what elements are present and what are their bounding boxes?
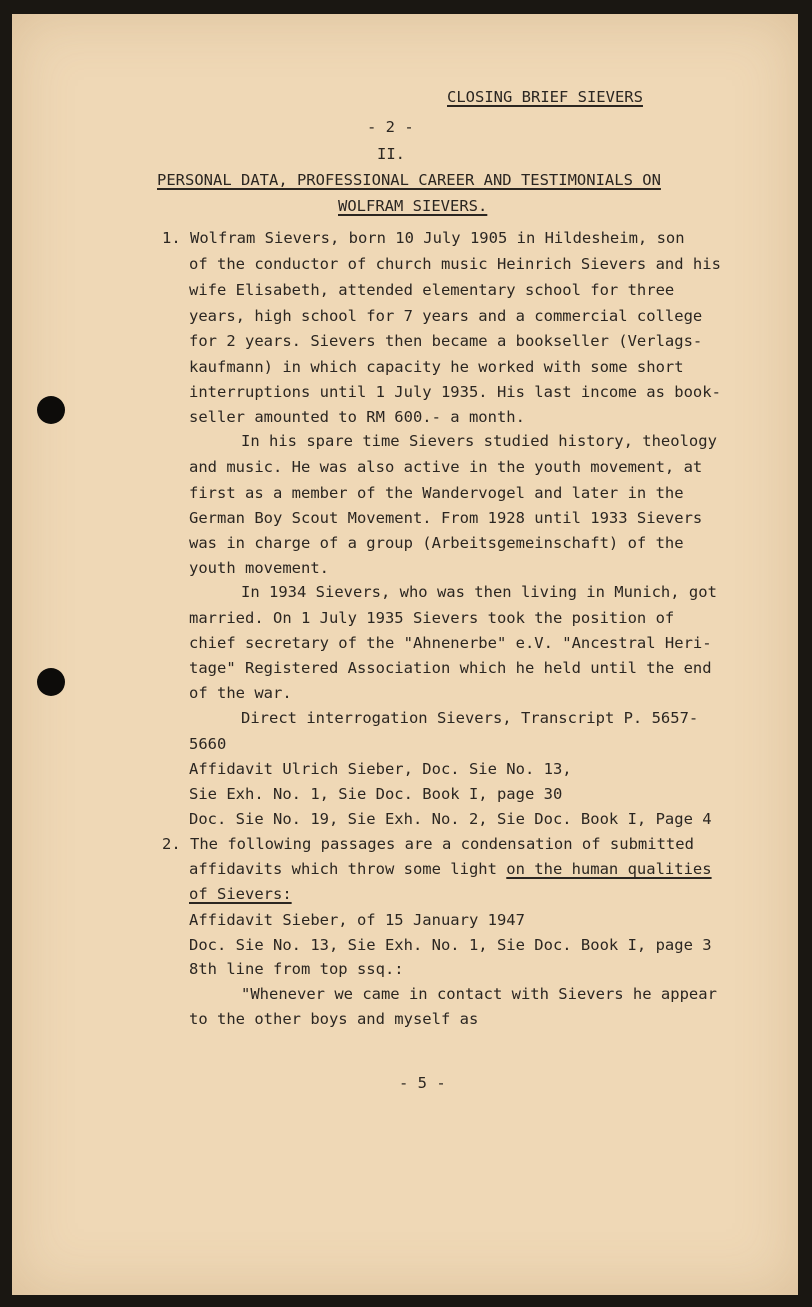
body-line: kaufmann) in which capacity he worked with some short <box>189 358 684 376</box>
body-line: 5660 <box>189 735 227 753</box>
body-line: In 1934 Sievers, who was then living in Munich, got <box>241 583 717 601</box>
body-line: was in charge of a group (Arbeitsgemeinschaft) of the <box>189 534 684 552</box>
citation-line: Doc. Sie No. 13, Sie Exh. No. 1, Sie Doc. Book I, page 3 <box>189 936 712 954</box>
body-line: 1. Wolfram Sievers, born 10 July 1905 in Hildesheim, son <box>162 229 685 247</box>
body-line: first as a member of the Wandervogel and later in the <box>189 484 684 502</box>
section-numeral: II. <box>377 145 405 163</box>
body-line: for 2 years. Sievers then became a bookseller (Verlags- <box>189 332 703 350</box>
section-heading-line-1: PERSONAL DATA, PROFESSIONAL CAREER AND TESTIMONIALS ON <box>157 171 661 189</box>
body-line: German Boy Scout Movement. From 1928 until 1933 Sievers <box>189 509 703 527</box>
body-line: and music. He was also active in the youth movement, at <box>189 458 703 476</box>
citation-line: Doc. Sie No. 19, Sie Exh. No. 2, Sie Doc. Book I, Page 4 <box>189 810 712 828</box>
body-line: tage" Registered Association which he held until the end <box>189 659 712 677</box>
page-number-top: - 2 - <box>367 118 414 136</box>
body-line: wife Elisabeth, attended elementary school for three <box>189 281 675 299</box>
document-title: CLOSING BRIEF SIEVERS <box>447 88 643 106</box>
quote-line: to the other boys and myself as <box>189 1010 479 1028</box>
citation-line: 8th line from top ssq.: <box>189 960 404 978</box>
citation-line: Sie Exh. No. 1, Sie Doc. Book I, page 30 <box>189 785 563 803</box>
underlined-phrase: of Sievers: <box>189 885 292 903</box>
quote-line: "Whenever we came in contact with Sievers he appear <box>241 985 717 1003</box>
citation-line: Affidavit Ulrich Sieber, Doc. Sie No. 13, <box>189 760 572 778</box>
body-line: 2. The following passages are a condensation of submitted <box>162 835 694 853</box>
body-text: affidavits which throw some light <box>189 860 507 878</box>
body-line: chief secretary of the "Ahnenerbe" e.V. "Ancestral Heri- <box>189 634 712 652</box>
body-line: of the conductor of church music Heinrich Sievers and his <box>189 255 721 273</box>
punch-hole-top <box>37 396 65 424</box>
section-heading-line-2: WOLFRAM SIEVERS. <box>338 197 488 215</box>
punch-hole-bottom <box>37 668 65 696</box>
body-line: In his spare time Sievers studied history, theology <box>241 432 717 450</box>
body-line: of the war. <box>189 684 292 702</box>
body-line: Direct interrogation Sievers, Transcript P. 5657- <box>241 709 699 727</box>
body-line: married. On 1 July 1935 Sievers took the position of <box>189 609 675 627</box>
document-page <box>12 14 798 1295</box>
body-line <box>189 862 712 878</box>
underlined-phrase: on the human qualities <box>506 860 712 878</box>
citation-line: Affidavit Sieber, of 15 January 1947 <box>189 911 525 929</box>
body-line: youth movement. <box>189 559 329 577</box>
body-line: seller amounted to RM 600.- a month. <box>189 408 525 426</box>
body-line: interruptions until 1 July 1935. His last income as book- <box>189 383 721 401</box>
page-number-bottom: - 5 - <box>399 1074 446 1092</box>
body-line: years, high school for 7 years and a commercial college <box>189 307 703 325</box>
